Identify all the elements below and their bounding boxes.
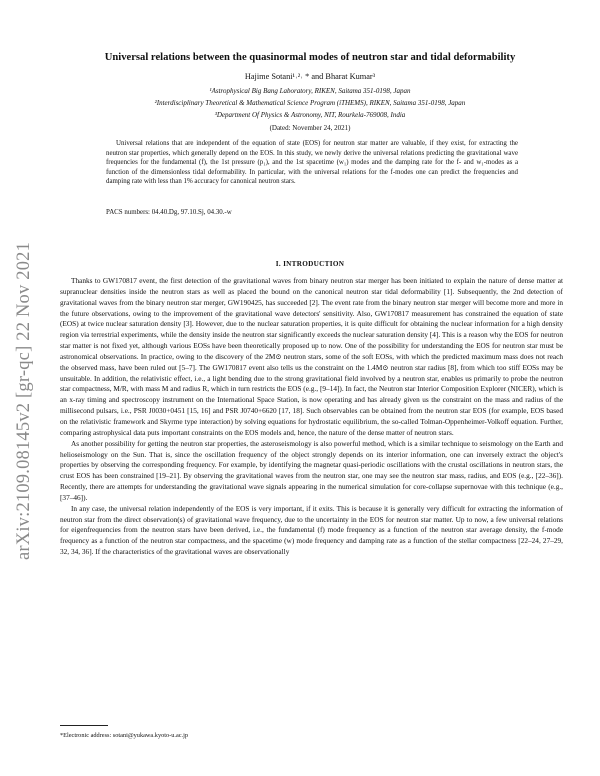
affiliation-3: ³Department Of Physics & Astronomy, NIT, Rourkela-769008, India [214, 111, 406, 119]
affiliation-2: ²Interdisciplinary Theoretical & Mathematical Science Program (iTHEMS), RIKEN, Saitama 351-0198, Japan [154, 99, 466, 107]
paper-authors: Hajime Sotani¹˒²˒ * and Bharat Kumar³ [244, 72, 376, 81]
arxiv-identifier-stamp: arXiv:2109.08145v2 [gr-qc] 22 Nov 2021 [14, 241, 34, 560]
dated-line: (Dated: November 24, 2021) [269, 124, 351, 132]
body-paragraph: As another possibility for getting the neutron star properties, the asteroseismology is also powerful method, which is a similar technique to seismology on the Earth and helioseismology on the Sun. That is, since the oscillation frequency of the object strongly depends on its interior information, one can inversely extract the object's properties by observing the corresponding frequency. For example, by identifying the magnetar quasi-periodic oscillations with the crustal oscillations in neutron stars, the crust EOS has been constrained [19–21]. By observing the gravitational waves from the neutron star, one may see the neutron star mass, radius, and EOS (e.g., [22–36]). Recently, there are attempts for understanding the gravitational wave signals appearing in the numerical simulation for core-collapse supernovae with this technique (e.g., [37–46]). [60, 438, 563, 502]
affiliation-1: ¹Astrophysical Big Bang Laboratory, RIKEN, Saitama 351-0198, Japan [209, 87, 411, 95]
footnote-email: *Electronic address: sotani@yukawa.kyoto-u.ac.jp [60, 732, 189, 739]
body-paragraph: Thanks to GW170817 event, the first detection of the gravitational waves from binary neutron star merger has been initiated to explain the nature of dense matter at supranuclear densities inside the neutron stars as well as placed the bound on the canonical neutron star tidal deformability [1]. Subsequently, the 2nd detection of gravitational waves from the binary neutron star merger, GW190425, has succeeded [2]. The event rate from the binary neutron star merger will become more and more in the future observations, owing to the improvement of the gravitational wave detectors' sensitivity. Also, GW170817 measurement has constrained the equation of state (EOS) at twice nuclear saturation density [3]. However, due to the nuclear saturation properties, it is quite difficult for obtaining the nuclear information for a high density region via terrestrial experiments, while the density inside the neutron star significantly exceeds the nuclear saturation density [4]. This is a reason why the EOS for neutron star matter is not fixed yet, although various EOSs have been theoretically proposed up to now. One of the possibility for understanding the EOS for neutron star must be astronomical observations. In practice, owing to the discovery of the 2M⊙ neutron stars, some of the soft EOSs, with which the predicted maximum mass does not reach the observed mass, have been ruled out [5–7]. The GW170817 event also tells us the constraint on the 1.4M⊙ neutron star radius [8], from which too stiff EOSs may be unsuitable. In addition, the relativistic effect, i.e., a light bending due to the strong gravitational field involved by a neutron star, enables us primarily to probe the neutron star compactness, M/R, with mass M and radius R, which in turn restricts the EOS (e.g., [9–14]). In fact, the Neutron star Interior Composition Explorer (NICER), which is an x-ray timing and spectroscopy instrument on the International Space Station, is now operating and has already given us the constraint on the mass and radius of the millisecond pulsars, i.e., PSR J0030+0451 [15, 16] and PSR J0740+6620 [17, 18]. Such observables can be obtained from the neutron star EOS (for example, EOS based on the relativistic framework and Skyrme type interaction) by solving equations for hydrostatic equilibrium, the so-called Tolman-Oppenheimer-Volkoff equation. Further, comparing astrophysical data puts important constraints on the EOS models and, hence, the nature of the dense matter of neutron stars. [60, 276, 563, 437]
footnote-divider [60, 725, 108, 726]
pacs-numbers: PACS numbers: 04.40.Dg, 97.10.Sj, 04.30.-w [106, 209, 232, 216]
introduction-body [60, 276, 563, 558]
paper-title: Universal relations between the quasinormal modes of neutron star and tidal deformability [104, 52, 516, 63]
body-paragraph: In any case, the universal relation independently of the EOS is very important, if it exits. This is because it is generally very difficult for extracting the information of neutron star from the direct observation(s) of gravitational wave frequency, due to the uncertainty in the EOS for neutron star matter. Up to now, a few universal relations for eigenfrequencies from the neutron stars have been derived, i.e., the fundamental (f) mode frequency as a function of the neutron star average density, the f-mode frequency as a function of the neutron star compactness, and the spacetime (w) mode frequency and damping rate as a function of the stellar compactness [22–24, 27–29, 32, 34, 36]. If the characteristics of the gravitational waves are observationally [60, 503, 563, 557]
abstract-text: Universal relations that are independent of the equation of state (EOS) for neutron star matter are valuable, if they exist, for extracting the neutron star properties, which generally depend on the EOS. In this study, we newly derive the universal relations predicting the gravitational wave frequencies for the fundamental (f), the 1st pressure (p₁), and the 1st spacetime (w₁) modes and the damping rate for the f- and w₁-modes as a function of the dimensionless tidal deformability. In particular, with the universal relations for the f-modes one can predict the frequencies and damping rate with less than 1% accuracy for canonical neutron stars. [106, 140, 518, 186]
section-heading-introduction: I. INTRODUCTION [275, 260, 345, 268]
